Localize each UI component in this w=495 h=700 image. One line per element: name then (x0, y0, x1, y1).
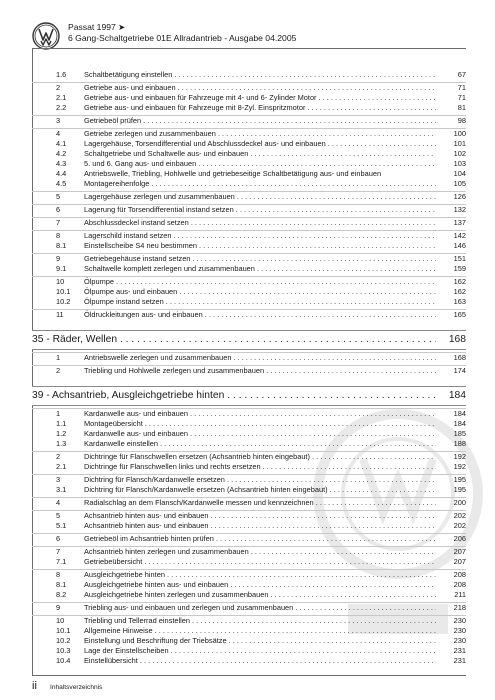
toc-entry-page: 101 (453, 139, 466, 148)
toc-entry-number: 4.5 (56, 179, 67, 188)
toc-entry-page: 208 (453, 570, 466, 579)
toc-entry-title: Allgemeine Hinweise (84, 626, 153, 635)
toc-entry-title: Kardanwelle aus- und einbauen (84, 409, 188, 418)
toc-entry-number: 9 (56, 254, 61, 263)
toc-entry[interactable] (32, 626, 466, 636)
toc-entry-page: 162 (453, 287, 466, 296)
toc-entry-title: Schaltwelle komplett zerlegen und zusammenbauen (84, 264, 255, 273)
toc-entry[interactable] (32, 485, 466, 495)
toc-entry-title: Dichtring für Flansch/Kardanwelle ersetzen (Achsantrieb hinten eingebaut) (84, 485, 328, 494)
toc-entry[interactable] (32, 439, 466, 449)
chapter-page: 168 (448, 334, 466, 345)
toc-entry-page: 142 (453, 231, 466, 240)
toc-entry-page: 151 (453, 254, 466, 263)
toc-entry-number: 5 (56, 192, 61, 201)
toc-entry-number: 3.1 (56, 485, 67, 494)
toc-entry-page: 168 (453, 353, 466, 362)
toc-entry-title: Triebling und Tellerrad einstellen (84, 616, 190, 625)
vw-logo-icon (32, 22, 60, 50)
toc-entry-number: 4 (56, 129, 61, 138)
toc-entry-title: Einstellung und Beschriftung der Triebsätze (84, 636, 227, 645)
toc-entry-title: Achsantrieb hinten aus- und einbauen (84, 521, 209, 530)
toc-entry-page: 195 (453, 475, 466, 484)
toc-entry[interactable] (32, 557, 466, 567)
toc-entry-number: 8.2 (56, 590, 67, 599)
toc-entry-page: 165 (453, 310, 466, 319)
table-of-contents (32, 70, 466, 666)
dot-leader (138, 656, 436, 665)
toc-entry-number: 7.1 (56, 557, 67, 566)
toc-entry-number: 10.2 (56, 636, 71, 645)
toc-entry-page: 207 (453, 547, 466, 556)
toc-entry-number: 9.1 (56, 264, 67, 273)
toc-entry-number: 4.2 (56, 149, 67, 158)
toc-entry-title: 5. und 6. Gang aus- und einbauen (84, 159, 197, 168)
toc-entry-number: 4.4 (56, 169, 67, 178)
toc-entry-title: Getriebe aus- und einbauen für Fahrzeuge mit 4- und 6- Zylinder Motor (84, 93, 317, 102)
dot-leader (165, 570, 436, 579)
toc-entry-page: 184 (453, 409, 466, 418)
toc-entry-title: Getriebeübersicht (84, 557, 143, 566)
toc-entry-page: 105 (453, 179, 466, 188)
toc-entry-title: Getriebeöl prüfen (84, 116, 142, 125)
chapter-page: 184 (448, 390, 466, 401)
toc-entry-page: 71 (457, 83, 466, 92)
toc-entry[interactable] (32, 408, 466, 419)
dot-leader (190, 616, 436, 625)
dot-leader (326, 139, 436, 148)
toc-entry-page: 184 (453, 419, 466, 428)
toc-entry-page: 231 (453, 646, 466, 655)
dot-leader (117, 334, 436, 345)
dot-leader (328, 485, 436, 494)
toc-entry[interactable] (32, 474, 466, 485)
toc-entry-page: 132 (453, 205, 466, 214)
toc-entry-title: Ölpumpe (84, 277, 114, 286)
dot-leader (190, 254, 436, 263)
toc-entry[interactable] (32, 103, 466, 113)
toc-entry-page: 202 (453, 511, 466, 520)
dot-leader (188, 429, 436, 438)
toc-entry-number: 10 (56, 616, 65, 625)
toc-entry-title: Radialschlag an dem Flansch/Kardanwelle messen und kennzeichnen (84, 498, 314, 507)
toc-entry-number: 4 (56, 498, 61, 507)
toc-entry-title: Antriebswelle zerlegen und zusammenbauen (84, 353, 232, 362)
footer-label: Inhaltsverzeichnis (50, 684, 103, 691)
dot-leader (314, 498, 436, 507)
toc-entry[interactable] (32, 533, 466, 544)
dot-leader (268, 590, 436, 599)
toc-entry-title: Einstellscheibe S4 neu bestimmen (84, 241, 197, 250)
toc-entry-number: 6 (56, 534, 61, 543)
toc-entry-title: Schaltbetätigung einstellen (84, 70, 173, 79)
toc-entry-title: Abschlussdeckel instand setzen (84, 218, 189, 227)
toc-entry-title: Ausgleichgetriebe hinten zerlegen und zusammenbauen (84, 590, 269, 599)
toc-entry-number: 8 (56, 570, 61, 579)
toc-entry-title: Kardanwelle einstellen (84, 439, 158, 448)
toc-entry-page: 67 (457, 70, 466, 79)
dot-leader (225, 475, 436, 484)
chapter-heading[interactable] (32, 386, 466, 406)
dot-leader (232, 353, 437, 362)
toc-entry-title: Getriebe aus- und einbauen (84, 83, 176, 92)
toc-entry-number: 2.2 (56, 103, 67, 112)
toc-entry-title: Kardanwelle aus- und einbauen (84, 429, 188, 438)
toc-entry[interactable] (32, 546, 466, 557)
toc-entry[interactable] (32, 429, 466, 439)
toc-entry-title: Triebling aus- und einbauen und zerlegen und zusammenbauen (84, 603, 294, 612)
toc-entry-number: 5.1 (56, 521, 67, 530)
toc-entry-page: 195 (453, 485, 466, 494)
toc-entry-number: 7 (56, 547, 61, 556)
dot-leader (141, 116, 436, 125)
chapter-title: 35 - Räder, Wellen (32, 334, 118, 345)
toc-entry[interactable] (32, 521, 466, 531)
toc-entry[interactable] (32, 419, 466, 429)
toc-entry-title: Antriebswelle, Triebling, Hohlwelle und getriebeseitige Schaltbetätigung aus- und einbauen (84, 169, 382, 178)
toc-entry-title: Lagergehäuse, Torsendifferential und Abschlussdeckel aus- und einbauen (84, 139, 326, 148)
toc-entry-title: Achsantrieb hinten aus- und einbauen (84, 511, 209, 520)
toc-entry-number: 7 (56, 218, 61, 227)
toc-entry-number: 1.3 (56, 439, 67, 448)
toc-entry[interactable] (32, 264, 466, 274)
toc-entry[interactable] (32, 636, 466, 646)
toc-entry-page: 185 (453, 429, 466, 438)
dot-leader (149, 179, 436, 188)
toc-entry-number: 8.1 (56, 241, 67, 250)
dot-leader (176, 83, 436, 92)
toc-entry-number: 2.1 (56, 462, 67, 471)
dot-leader (255, 264, 436, 273)
toc-entry[interactable] (32, 217, 466, 228)
toc-entry[interactable] (32, 191, 466, 202)
toc-entry-number: 4.1 (56, 139, 67, 148)
dot-leader (164, 297, 436, 306)
dot-leader (234, 205, 436, 214)
dot-leader (248, 149, 436, 158)
toc-entry-page: 71 (457, 93, 466, 102)
page-header (0, 0, 495, 56)
toc-entry[interactable] (32, 602, 466, 613)
toc-entry-page: 126 (453, 192, 466, 201)
toc-entry-number: 8.1 (56, 580, 67, 589)
dot-leader (224, 390, 436, 401)
toc-entry-title: Dichtringe für Flanschwellen links und rechts ersetzen (84, 462, 261, 471)
toc-entry[interactable] (32, 615, 466, 626)
toc-entry[interactable] (32, 580, 466, 590)
toc-entry[interactable] (32, 179, 466, 189)
dot-leader (264, 366, 436, 375)
toc-entry-page: 231 (453, 656, 466, 665)
toc-entry-number: 1 (56, 353, 61, 362)
toc-entry[interactable] (32, 309, 466, 320)
toc-entry-page: 81 (457, 103, 466, 112)
toc-entry-title: Montagereihenfolge (84, 179, 150, 188)
toc-entry-title: Montageübersicht (84, 419, 143, 428)
dot-leader (235, 192, 436, 201)
dot-leader (310, 452, 436, 461)
toc-entry-title: Ölpumpe instand setzen (84, 297, 164, 306)
toc-entry-number: 10 (56, 277, 65, 286)
toc-entry[interactable] (32, 297, 466, 307)
header-divider (32, 48, 466, 49)
toc-entry-page: 102 (453, 149, 466, 158)
toc-entry[interactable] (32, 93, 466, 103)
spacer (32, 320, 466, 330)
toc-entry[interactable] (32, 253, 466, 264)
toc-entry[interactable] (32, 128, 466, 139)
toc-entry-title: Lagerschild instand setzen (84, 231, 172, 240)
toc-entry-title: Öldruckleitungen aus- und einbauen (84, 310, 203, 319)
dot-leader (153, 626, 436, 635)
toc-entry-number: 9 (56, 603, 61, 612)
footer-divider (32, 675, 466, 676)
toc-entry[interactable] (32, 149, 466, 159)
toc-entry-title: Getriebegehäuse instand setzen (84, 254, 191, 263)
toc-entry[interactable] (32, 159, 466, 169)
toc-entry-title: Getriebe aus- und einbauen für Fahrzeuge mit 8-Zyl. Einspritzmotor (84, 103, 306, 112)
toc-entry-page: 98 (457, 116, 466, 125)
dot-leader (214, 534, 436, 543)
dot-leader (293, 603, 436, 612)
toc-entry-number: 3 (56, 475, 61, 484)
dot-leader (169, 646, 436, 655)
dot-leader (203, 310, 436, 319)
toc-entry-number: 11 (56, 310, 64, 319)
toc-entry-page: 206 (453, 534, 466, 543)
toc-entry-title: Ausgleichgetriebe hinten aus- und einbauen (84, 580, 229, 589)
toc-entry-page: 208 (453, 580, 466, 589)
dot-leader (143, 419, 436, 428)
chapter-heading[interactable] (32, 330, 466, 350)
toc-entry-page: 137 (453, 218, 466, 227)
toc-entry-title: Lage der Einstellscheiben (84, 646, 169, 655)
dot-leader (142, 557, 436, 566)
toc-entry-title: Lagergehäuse zerlegen und zusammenbauen (84, 192, 235, 201)
toc-entry-page: 146 (453, 241, 466, 250)
dot-leader (228, 580, 436, 589)
toc-entry-page: 202 (453, 521, 466, 530)
toc-entry[interactable] (32, 510, 466, 521)
toc-entry-page: 192 (453, 462, 466, 471)
manual-title: Passat 1997 ➤ (68, 22, 126, 32)
toc-entry-number: 10.1 (56, 626, 71, 635)
toc-entry-number: 2 (56, 366, 61, 375)
toc-entry-page: 207 (453, 557, 466, 566)
toc-entry-number: 1.2 (56, 429, 67, 438)
dot-leader (158, 439, 436, 448)
toc-entry-title: Dichtringe für Flanschwellen ersetzen (Achsantrieb hinten eingebaut) (84, 452, 310, 461)
toc-entry-number: 10.3 (56, 646, 71, 655)
toc-entry[interactable] (32, 646, 466, 656)
toc-entry[interactable] (32, 230, 466, 241)
toc-entry-title: Schaltgetriebe und Schaltwelle aus- und einbauen (84, 149, 249, 158)
dot-leader (249, 547, 436, 556)
toc-entry-title: Ausgleichgetriebe hinten (84, 570, 165, 579)
chapter-title: 39 - Achsantrieb, Ausgleichgetriebe hinten (32, 390, 225, 401)
toc-entry-page: 200 (453, 498, 466, 507)
dot-leader (209, 511, 436, 520)
toc-entry-page: 159 (453, 264, 466, 273)
toc-entry-number: 8 (56, 231, 61, 240)
dot-leader (305, 103, 436, 112)
toc-entry[interactable] (32, 569, 466, 580)
toc-entry[interactable] (32, 365, 466, 376)
toc-entry-number: 2 (56, 83, 61, 92)
toc-entry-number: 2 (56, 452, 61, 461)
dot-leader (196, 159, 436, 168)
toc-entry[interactable] (32, 70, 466, 80)
dot-leader (189, 218, 436, 227)
dot-leader (227, 636, 436, 645)
toc-entry[interactable] (32, 656, 466, 666)
toc-entry-page: 163 (453, 297, 466, 306)
dot-leader (177, 287, 436, 296)
toc-entry[interactable] (32, 497, 466, 508)
dot-leader (317, 93, 436, 102)
dot-leader (197, 241, 436, 250)
toc-entry[interactable] (32, 276, 466, 287)
dot-leader (172, 70, 436, 79)
dot-leader (172, 231, 436, 240)
dot-leader (114, 277, 436, 286)
toc-entry-title: Triebling und Hohlwelle zerlegen und zusammenbauen (84, 366, 265, 375)
toc-entry-title: Lagerung für Torsendifferential instand setzen (84, 205, 234, 214)
toc-entry-number: 1.6 (56, 70, 67, 79)
toc-entry[interactable] (32, 352, 466, 363)
spacer (32, 376, 466, 386)
toc-entry-number: 2.1 (56, 93, 67, 102)
toc-entry-page: 104 (453, 169, 466, 178)
toc-entry[interactable] (32, 590, 466, 600)
toc-entry[interactable] (32, 241, 466, 251)
toc-entry-number: 5 (56, 511, 61, 520)
toc-entry-number: 10.2 (56, 297, 71, 306)
toc-entry-number: 6 (56, 205, 61, 214)
toc-entry-title: Dichtring für Flansch/Kardanwelle ersetzen (84, 475, 225, 484)
toc-entry-number: 4.3 (56, 159, 67, 168)
toc-entry[interactable] (32, 462, 466, 472)
dot-leader (188, 409, 436, 418)
toc-entry[interactable] (32, 287, 466, 297)
toc-entry-number: 10.1 (56, 287, 71, 296)
toc-entry-title: Achsantrieb hinten zerlegen und zusammenbauen (84, 547, 249, 556)
toc-entry-title: Ölpumpe aus- und einbauen (84, 287, 178, 296)
toc-entry-page: 230 (453, 636, 466, 645)
toc-entry-number: 10.4 (56, 656, 71, 665)
toc-entry-page: 218 (453, 603, 466, 612)
toc-entry-page: 192 (453, 452, 466, 461)
footer-page-number: ii (32, 680, 37, 692)
toc-entry[interactable] (32, 82, 466, 93)
toc-entry-page: 211 (454, 590, 466, 599)
dot-leader (209, 521, 436, 530)
manual-subtitle: 6 Gang-Schaltgetriebe 01E Allradantrieb - Ausgabe 04.2005 (68, 33, 297, 43)
dot-leader (216, 129, 436, 138)
toc-entry-page: 230 (453, 616, 466, 625)
toc-entry[interactable] (32, 115, 466, 126)
toc-entry-page: 162 (453, 277, 466, 286)
toc-entry-page: 230 (453, 626, 466, 635)
toc-entry-number: 1 (56, 409, 61, 418)
toc-entry[interactable] (32, 204, 466, 215)
toc-entry-page: 188 (453, 439, 466, 448)
toc-entry-number: 1.1 (56, 419, 67, 428)
toc-entry-number: 3 (56, 116, 61, 125)
toc-entry-title: Getriebe zerlegen und zusammenbauen (84, 129, 216, 138)
toc-entry-page: 103 (453, 159, 466, 168)
toc-entry-title: Einstellübersicht (84, 656, 138, 665)
toc-entry-page: 174 (453, 366, 466, 375)
toc-entry[interactable] (32, 451, 466, 462)
toc-entry-title: Getriebeöl im Achsantrieb hinten prüfen (84, 534, 214, 543)
toc-entry[interactable] (32, 139, 466, 149)
dot-leader (261, 462, 436, 471)
toc-entry-page: 100 (453, 129, 466, 138)
toc-entry[interactable] (32, 169, 466, 179)
